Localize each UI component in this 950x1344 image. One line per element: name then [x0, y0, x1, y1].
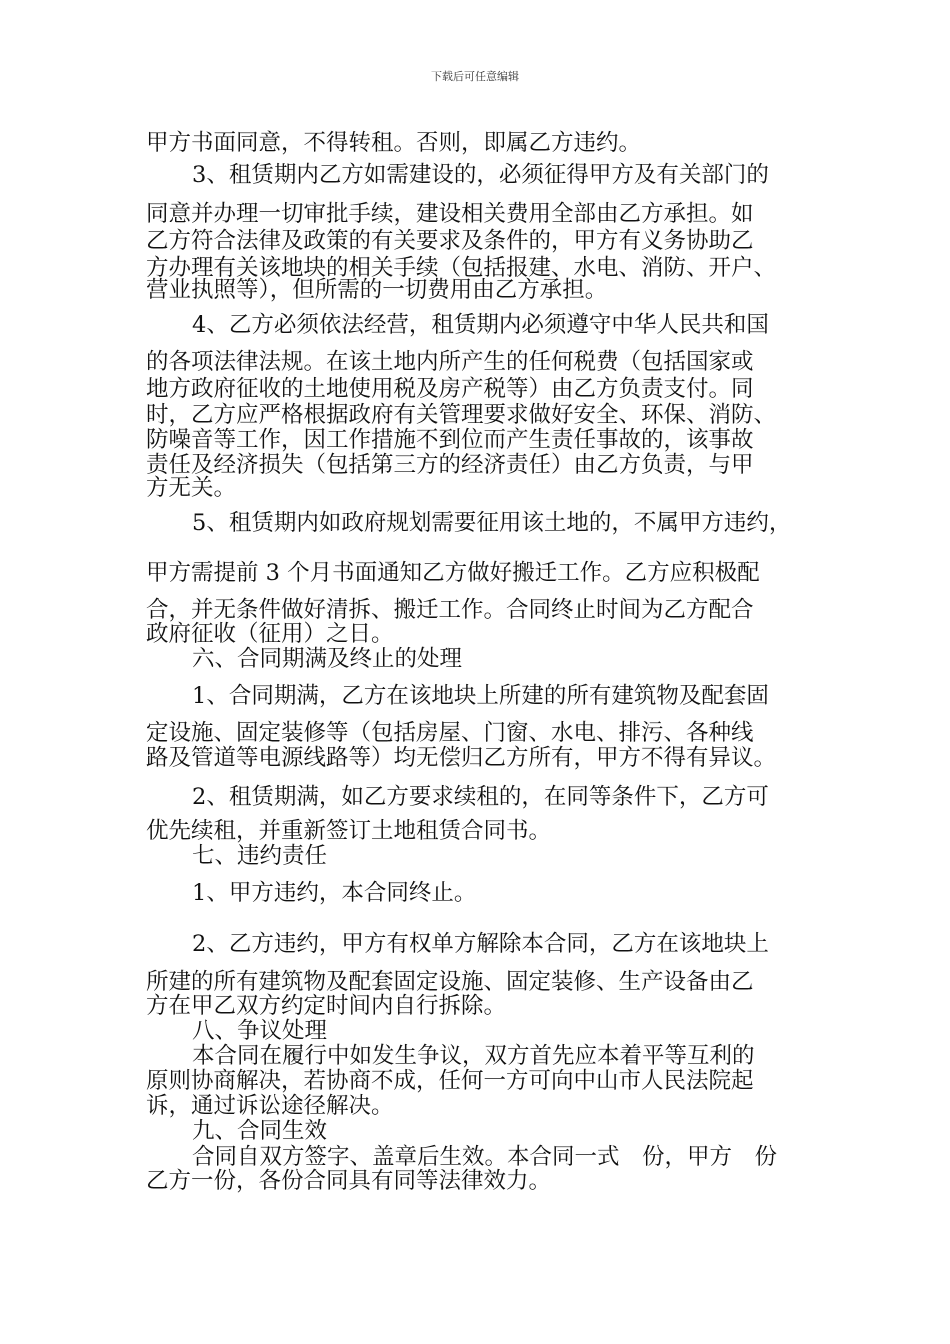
- text-line: 乙方符合法律及政策的有关要求及条件的，甲方有义务协助乙: [146, 228, 754, 254]
- text-line: 3、租赁期内乙方如需建设的，必须征得甲方及有关部门的: [192, 162, 769, 188]
- section-heading: 六、合同期满及终止的处理: [192, 646, 463, 672]
- section-heading: 八、争议处理: [192, 1018, 328, 1044]
- text-line: 甲方书面同意，不得转租。否则，即属乙方违约。: [146, 130, 642, 156]
- text-line: 责任及经济损失（包括第三方的经济责任）由乙方负责，与甲: [146, 452, 754, 478]
- section-heading: 九、合同生效: [192, 1118, 328, 1144]
- text-line: 营业执照等），但所需的一切费用由乙方承担。: [146, 277, 608, 303]
- text-line: 诉，通过诉讼途径解决。: [146, 1093, 394, 1119]
- text-line: 地方政府征收的土地使用税及房产税等）由乙方负责支付。同: [146, 376, 754, 402]
- text-line: 原则协商解决，若协商不成，任何一方可向中山市人民法院起: [146, 1068, 754, 1094]
- section-heading: 七、违约责任: [192, 843, 328, 869]
- text-line: 方在甲乙双方约定时间内自行拆除。: [146, 993, 507, 1019]
- text-line: 的各项法律法规。在该土地内所产生的任何税费（包括国家或: [146, 349, 754, 375]
- text-line: 2、租赁期满，如乙方要求续租的，在同等条件下，乙方可: [192, 784, 769, 810]
- text-line: 所建的所有建筑物及配套固定设施、固定装修、生产设备由乙: [146, 969, 754, 995]
- text-line: 时，乙方应严格根据政府有关管理要求做好安全、环保、消防、: [146, 402, 777, 428]
- text-line: 优先续租，并重新签订土地租赁合同书。: [146, 818, 552, 844]
- text-line: 防噪音等工作，因工作措施不到位而产生责任事故的，该事故: [146, 427, 754, 453]
- page-header: 下载后可任意编辑: [431, 70, 519, 83]
- text-line: 合，并无条件做好清拆、搬迁工作。合同终止时间为乙方配合: [146, 597, 754, 623]
- text-line: 本合同在履行中如发生争议，双方首先应本着平等互利的: [192, 1043, 755, 1069]
- text-line: 甲方需提前 3 个月书面通知乙方做好搬迁工作。乙方应积极配: [146, 560, 760, 586]
- text-line: 同意并办理一切审批手续，建设相关费用全部由乙方承担。如: [146, 201, 754, 227]
- text-line: 乙方一份，各份合同具有同等法律效力。: [146, 1168, 552, 1194]
- text-line: 2、乙方违约，甲方有权单方解除本合同，乙方在该地块上: [192, 931, 769, 957]
- text-line: 方办理有关该地块的相关手续（包括报建、水电、消防、开户、: [146, 255, 777, 281]
- text-line: 方无关。: [146, 475, 237, 501]
- text-line: 定设施、固定装修等（包括房屋、门窗、水电、排污、各种线: [146, 720, 754, 746]
- text-line: 政府征收（征用）之日。: [146, 621, 394, 647]
- text-line: 5、租赁期内如政府规划需要征用该土地的，不属甲方违约，: [192, 510, 792, 536]
- text-line: 1、甲方违约，本合同终止。: [192, 880, 477, 906]
- text-line: 4、乙方必须依法经营，租赁期内必须遵守中华人民共和国: [192, 312, 769, 338]
- text-line: 1、合同期满，乙方在该地块上所建的所有建筑物及配套固: [192, 683, 769, 709]
- text-line: 合同自双方签字、盖章后生效。本合同一式 份，甲方 份: [192, 1144, 778, 1170]
- text-line: 路及管道等电源线路等）均无偿归乙方所有，甲方不得有异议。: [146, 745, 777, 771]
